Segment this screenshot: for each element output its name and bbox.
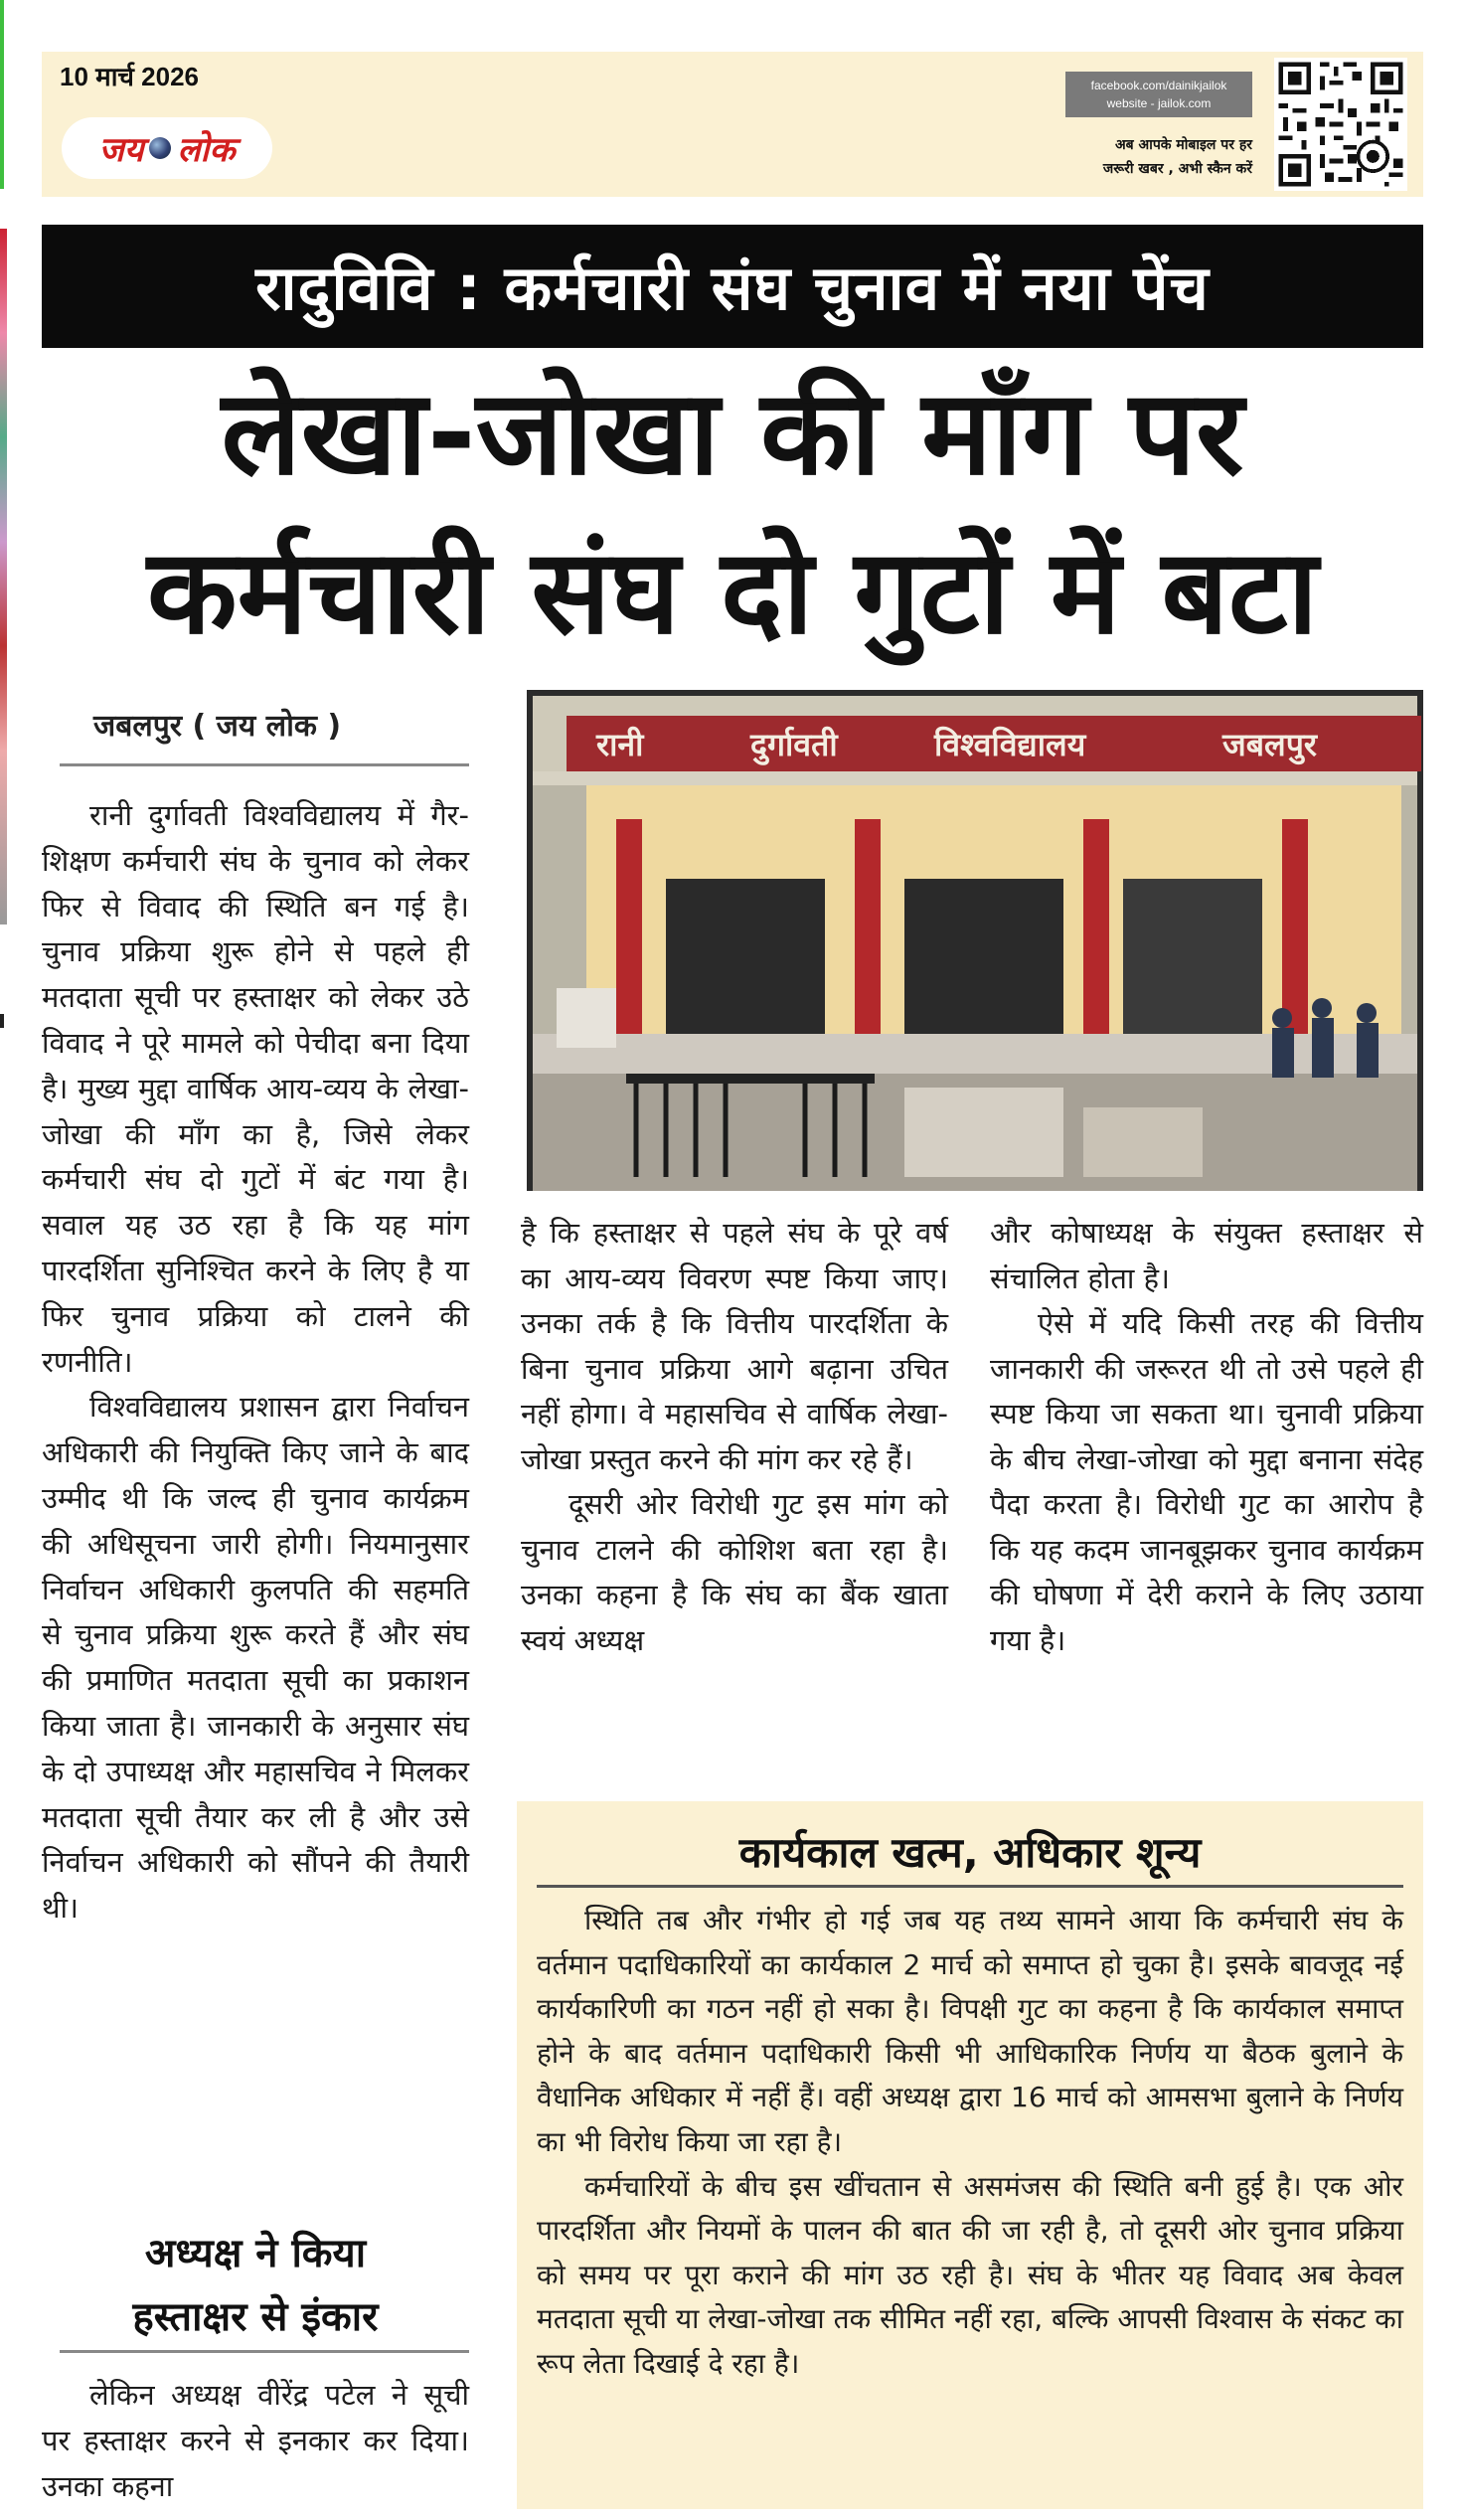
masthead — [42, 52, 1423, 197]
paragraph: और कोषाध्यक्ष के संयुक्त हस्ताक्षर से संचालित होता है। — [990, 1216, 1423, 1295]
building-sign-word: दुर्गावती — [750, 726, 838, 763]
column-1-continuation — [42, 2372, 469, 2509]
boxed-section-title: कार्यकाल खत्म, अधिकार शून्य — [738, 1828, 1202, 1877]
facebook-link: facebook.com/dainikjailok — [1090, 79, 1227, 92]
subheading-line-2: हस्ताक्षर से इंकार — [132, 2294, 379, 2340]
paragraph: रानी दुर्गावती विश्वविद्यालय में गैर-शिक्षण कर्मचारी संघ के चुनाव को लेकर फिर से विवाद की स्थिति बन गई है। चुनाव प्रक्रिया शुरू होने से पहले ही मतदाता सूची पर हस्ताक्षर को लेकर उठे विवाद ने पूरे मामले को पेचीदा बना दिया है। मुख्य मुद्दा वार्षिक आय-व्यय के लेखा-जोखा की माँग का है, जिसे लेकर कर्मचारी संघ दो गुटों में बंट गया है। सवाल यह उठ रहा है कि यह मांग पारदर्शिता सुनिश्चित करने के लिए है या फिर चुनाव प्रक्रिया को टालने की रणनीति। — [42, 798, 469, 1379]
boxed-section-body — [537, 1899, 1403, 2387]
headline-line-1: लेखा-जोखा की माँग पर — [221, 364, 1244, 501]
page-edge-mark — [0, 1014, 4, 1028]
subheading-rule — [60, 2350, 469, 2353]
paragraph: लेकिन अध्यक्ष वीरेंद्र पटेल ने सूची पर हस्ताक्षर करने से इनकार कर दिया। उनका कहना — [42, 2378, 469, 2503]
boxed-section-rule — [537, 1885, 1403, 1888]
paragraph: ऐसे में यदि किसी तरह की वित्तीय जानकारी की जरूरत थी तो उसे पहले ही स्पष्ट किया जा सकता था। चुनावी प्रक्रिया के बीच लेखा-जोखा को मुद्दा बनाना संदेह पैदा करता है। विरोधी गुट का आरोप है कि यह कदम जानबूझकर चुनाव कार्यक्रम की घोषणा में देरी कराने के लिए उठाया गया है। — [990, 1306, 1423, 1657]
building-sign-word: रानी — [596, 726, 644, 763]
column-1-body — [42, 793, 469, 1932]
kicker-banner — [42, 225, 1423, 348]
paragraph: स्थिति तब और गंभीर हो गई जब यह तथ्य सामने आया कि कर्मचारी संघ के वर्तमान पदाधिकारियों का कार्यकाल 2 मार्च को समाप्त हो चुका है। इसके बावजूद नई कार्यकारिणी का गठन नहीं हो सका है। विपक्षी गुट का कहना है कि कार्यकाल समाप्त होने के बाद वर्तमान पदाधिकारी किसी भी आधिकारिक निर्णय या बैठक बुलाने के वैधानिक अधिकार में नहीं हैं। वहीं अध्यक्ष द्वारा 16 मार्च को आमसभा बुलाने के निर्णय का भी विरोध किया जा रहा है। — [537, 1904, 1403, 2158]
scan-prompt-line1: अब आपके मोबाइल पर हर — [1114, 137, 1252, 153]
jailok-logo — [62, 117, 272, 179]
boxed-section — [517, 1801, 1423, 2509]
building-sign-word: जबलपुर — [1222, 726, 1317, 763]
dateline-rule — [60, 763, 469, 766]
issue-date: 10 मार्च 2026 — [60, 62, 199, 91]
paragraph: कर्मचारियों के बीच इस खींचतान से असमंजस की स्थिति बनी हुई है। एक ओर पारदर्शिता और नियमों के पालन की बात की जा रही है, तो दूसरी ओर चुनाव प्रक्रिया को समय पर पूरा कराने की मांग उठ रही है। संघ के भीतर यह विवाद अब केवल मतदाता सूची या लेखा-जोखा तक सीमित नहीं रहा, बल्कि आपसी विश्वास के संकट का रूप लेता दिखाई दे रहा है। — [537, 2169, 1403, 2380]
scan-prompt-line2: जरूरी खबर , अभी स्कैन करें — [1102, 161, 1252, 177]
headline-line-2: कर्मचारी संघ दो गुटों में बटा — [146, 523, 1319, 660]
website-link: website - jailok.com — [1106, 96, 1212, 110]
page-edge-bleed-strip — [0, 229, 7, 924]
page-edge-bleed-top — [0, 0, 4, 189]
column-2-body — [521, 1211, 948, 1663]
column-3-body — [990, 1211, 1423, 1663]
subheading-line-1: अध्यक्ष ने किया — [144, 2231, 367, 2276]
building-sign-word: विश्वविद्यालय — [934, 726, 1086, 763]
qr-code-icon — [1272, 58, 1409, 191]
social-links-box — [1065, 72, 1252, 117]
globe-icon — [149, 137, 171, 159]
paragraph: दूसरी ओर विरोधी गुट इस मांग को चुनाव टालने की कोशिश बता रहा है। उनका कहना है कि संघ का बैंक खाता स्वयं अध्यक्ष — [521, 1487, 948, 1657]
dateline: जबलपुर ( जय लोक ) — [93, 709, 342, 744]
university-building-photo — [527, 690, 1423, 1191]
paragraph: है कि हस्ताक्षर से पहले संघ के पूरे वर्ष का आय-व्यय विवरण स्पष्ट किया जाए। उनका तर्क है कि वित्तीय पारदर्शिता के बिना चुनाव प्रक्रिया आगे बढ़ाना उचित नहीं होगा। वे महासचिव से वार्षिक लेखा-जोखा प्रस्तुत करने की मांग कर रहे हैं। — [521, 1216, 948, 1476]
paragraph: विश्वविद्यालय प्रशासन द्वारा निर्वाचन अधिकारी की नियुक्ति किए जाने के बाद उम्मीद थी कि जल्द ही चुनाव कार्यक्रम की अधिसूचना जारी होगी। नियमानुसार निर्वाचन अधिकारी कुलपति की सहमति से चुनाव प्रक्रिया शुरू करते हैं और संघ की प्रमाणित मतदाता सूची का प्रकाशन किया जाता है। जानकारी के अनुसार संघ के दो उपाध्यक्ष और महासचिव ने मिलकर मतदाता सूची तैयार कर ली है और उसे निर्वाचन अधिकारी को सौंपने की तैयारी थी। — [42, 1390, 469, 1926]
logo-text-jai: जय — [98, 130, 144, 170]
kicker-text: रादुविवि : कर्मचारी संघ चुनाव में नया पेंच — [255, 252, 1210, 324]
logo-text-lok: लोक — [177, 130, 236, 170]
